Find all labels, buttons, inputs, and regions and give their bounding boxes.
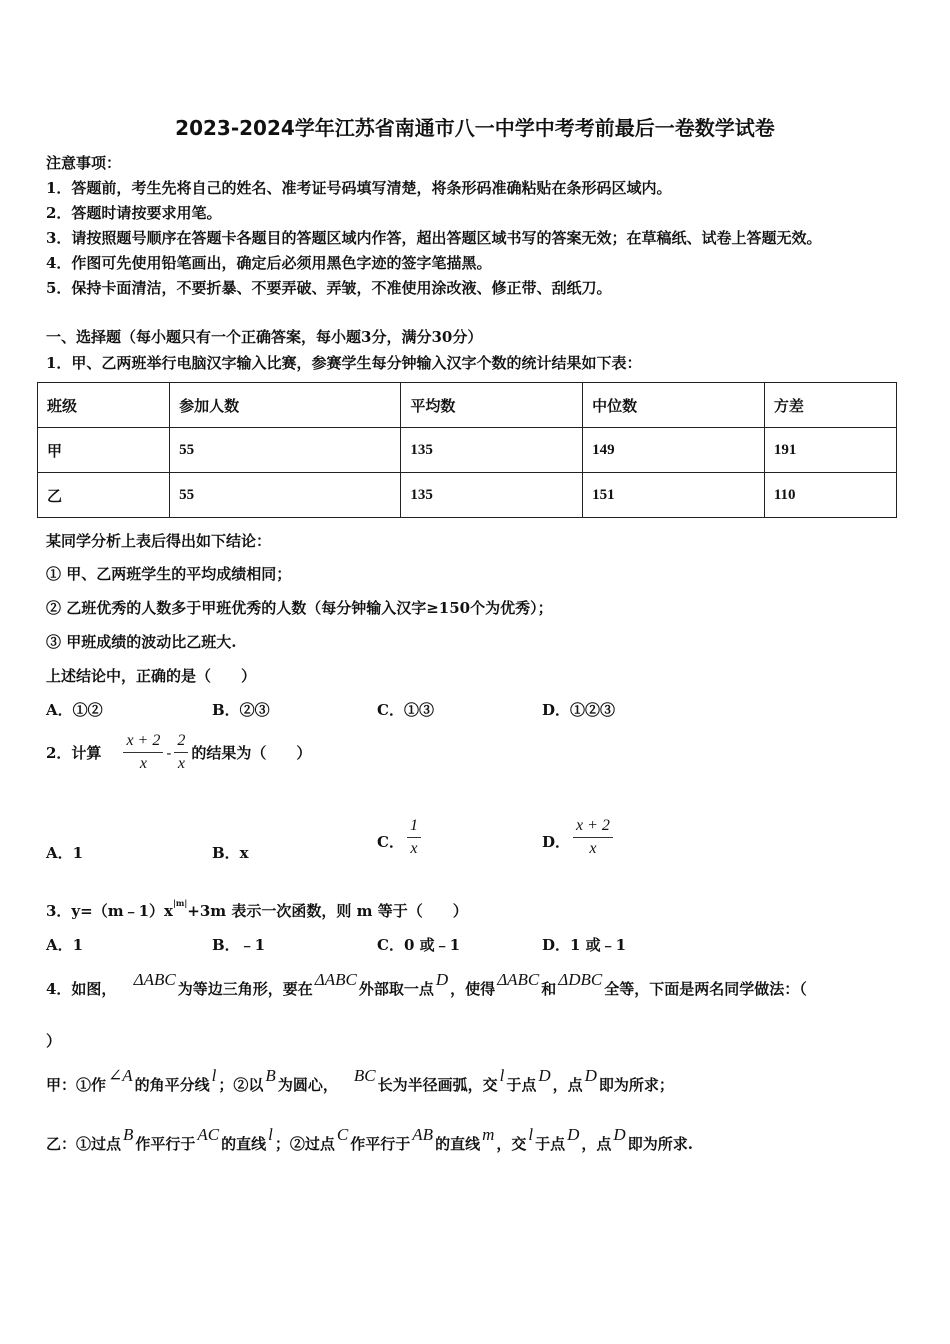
- table-row: [38, 428, 897, 473]
- q4-text: ，使得: [450, 980, 496, 998]
- q1-conclusion: ② 乙班优秀的人数多于甲班优秀的人数（每分钟输入汉字≥150个为优秀）；: [46, 599, 553, 617]
- table-header-cell: 方差: [764, 383, 896, 428]
- q4-math: BC: [353, 1066, 376, 1085]
- q4-text: ，点: [581, 1135, 612, 1153]
- q2-option-c-fraction: [407, 817, 421, 858]
- q4-math: l: [499, 1066, 505, 1085]
- table-cell: 151: [583, 473, 765, 518]
- table-header-cell: 班级: [38, 383, 170, 428]
- q1-option-a[interactable]: A．①②: [46, 701, 103, 719]
- q4-text: ；②过点: [274, 1135, 335, 1153]
- q4-math: D: [567, 1125, 580, 1144]
- q2-optc-den: x: [410, 840, 418, 857]
- q4-text: 和: [541, 980, 557, 998]
- q4-text: 4．如图，: [46, 980, 117, 998]
- q4-math: AB: [412, 1125, 434, 1144]
- q2-optc-num: 1: [407, 817, 421, 838]
- q2-fraction-1: [123, 732, 163, 773]
- q4-math: l: [268, 1125, 273, 1144]
- table-cell: 55: [170, 428, 401, 473]
- q2-frac2-den: x: [177, 755, 185, 772]
- q2-optd-den: x: [589, 840, 597, 857]
- q4-math: D: [435, 970, 449, 989]
- q4-math: B: [265, 1066, 276, 1085]
- q3-option-c[interactable]: C．0 或﹣1: [377, 936, 461, 954]
- q4-math: B: [123, 1125, 134, 1144]
- stats-table: [37, 382, 897, 518]
- q4-stem: [46, 970, 807, 999]
- q4-math: ∠A: [108, 1066, 133, 1085]
- q1-conclusion: ① 甲、乙两班学生的平均成绩相同；: [46, 565, 292, 583]
- q3-text-b: +3m 表示一次函数，则 m 等于（ ）: [187, 902, 468, 920]
- q2-frac1-den: x: [139, 755, 147, 772]
- table-cell: 135: [401, 473, 583, 518]
- q4-text: 为圆心，: [277, 1076, 338, 1094]
- q4-math: l: [528, 1125, 534, 1144]
- q4-text: 即为所求.: [627, 1135, 693, 1153]
- q4-math: l: [211, 1066, 217, 1085]
- note-item: 3．请按照题号顺序在答题卡各题目的答题区域内作答，超出答题区域书写的答案无效；在草稿纸、试卷上答题无效。: [46, 229, 822, 247]
- q3-option-d[interactable]: D．1 或﹣1: [542, 936, 627, 954]
- table-header-cell: 参加人数: [170, 383, 401, 428]
- q4-math: C: [336, 1125, 349, 1144]
- q2-fraction-2: [174, 732, 188, 773]
- q4-math: ΔABC: [497, 970, 540, 989]
- q4-text: 的直线: [435, 1135, 481, 1153]
- q4-math: m: [482, 1125, 495, 1144]
- q3-stem: [46, 900, 468, 921]
- table-cell: 110: [764, 473, 896, 518]
- q4-text: ；②以: [218, 1076, 264, 1094]
- q4-text: 于点: [506, 1076, 537, 1094]
- q2-option-d-label: D．: [542, 833, 571, 851]
- table-cell: 135: [401, 428, 583, 473]
- q2-frac1-num: x + 2: [123, 732, 163, 753]
- q3-option-b[interactable]: B．﹣1: [212, 936, 266, 954]
- q4-text: 为等边三角形，要在: [177, 980, 313, 998]
- q1-option-d[interactable]: D．①②③: [542, 701, 616, 719]
- q3-text-a: 3．y=（m﹣1）x: [46, 902, 173, 920]
- q2-optd-num: x + 2: [573, 817, 613, 838]
- q4-math: D: [538, 1066, 551, 1085]
- q4-text: 即为所求；: [598, 1076, 674, 1094]
- table-cell: 191: [764, 428, 896, 473]
- q2-option-c[interactable]: [377, 817, 424, 858]
- q2-option-d[interactable]: [542, 817, 616, 858]
- q2-option-c-label: C．: [377, 833, 404, 851]
- q2-suffix: 的结果为（ ）: [191, 744, 312, 762]
- q3-exponent: |m|: [172, 898, 188, 908]
- table-header-row: [38, 383, 897, 428]
- q4-method-yi: [46, 1125, 693, 1154]
- note-item: 4．作图可先使用铅笔画出，确定后必须用黑色字迹的签字笔描黑。: [46, 254, 492, 272]
- q1-analysis: 某同学分析上表后得出如下结论：: [46, 532, 272, 550]
- table-cell: 乙: [38, 473, 170, 518]
- q2-stem: [46, 732, 311, 773]
- q2-option-a[interactable]: A．1: [46, 844, 84, 862]
- q1-option-b[interactable]: B．②③: [212, 701, 270, 719]
- table-cell: 甲: [38, 428, 170, 473]
- q2-frac2-num: 2: [174, 732, 188, 753]
- q4-math: ΔDBC: [558, 970, 603, 989]
- q4-text: 长为半径画弧，交: [377, 1076, 498, 1094]
- q4-text: 外部取一点: [358, 980, 434, 998]
- q4-text: 甲：①作: [46, 1076, 107, 1094]
- q4-text: ，交: [496, 1135, 527, 1153]
- q4-text: ，点: [552, 1076, 583, 1094]
- table-cell: 55: [170, 473, 401, 518]
- q4-text: 乙：①过点: [46, 1135, 122, 1153]
- q4-math: D: [613, 1125, 626, 1144]
- note-item: 1．答题前，考生先将自己的姓名、准考证号码填写清楚，将条形码准确粘贴在条形码区域内。: [46, 179, 672, 197]
- section-heading: 一、选择题（每小题只有一个正确答案，每小题3分，满分30分）: [46, 328, 483, 346]
- q4-text: 全等，下面是两名同学做法：（: [604, 980, 807, 998]
- q4-close-paren: ）: [46, 1032, 62, 1050]
- q4-math: AC: [197, 1125, 220, 1144]
- q4-text: 作平行于: [135, 1135, 196, 1153]
- q2-prefix: 2．计算: [46, 744, 102, 762]
- q2-option-b[interactable]: B．x: [212, 844, 249, 862]
- q4-text: 的角平分线: [134, 1076, 210, 1094]
- q4-text: 于点: [535, 1135, 566, 1153]
- q4-math: D: [584, 1066, 597, 1085]
- note-item: 5．保持卡面清洁，不要折暴、不要弄破、弄皱，不准使用涂改液、修正带、刮纸刀。: [46, 279, 612, 297]
- q4-text: 作平行于: [350, 1135, 411, 1153]
- notes-heading: 注意事项：: [46, 154, 122, 172]
- table-cell: 149: [583, 428, 765, 473]
- q4-text: 的直线: [221, 1135, 267, 1153]
- table-header-cell: 中位数: [583, 383, 765, 428]
- q1-ask: 上述结论中，正确的是（ ）: [46, 667, 257, 685]
- q3-option-a[interactable]: A．1: [46, 936, 84, 954]
- q1-conclusion: ③ 甲班成绩的波动比乙班大.: [46, 633, 237, 651]
- q2-minus: -: [166, 743, 172, 762]
- note-item: 2．答题时请按要求用笔。: [46, 204, 222, 222]
- q4-math: ΔABC: [314, 970, 357, 989]
- page-title: 2023-2024学年江苏省南通市八一中学中考考前最后一卷数学试卷: [175, 116, 775, 140]
- table-row: [38, 473, 897, 518]
- q1-stem: 1．甲、乙两班举行电脑汉字输入比赛，参赛学生每分钟输入汉字个数的统计结果如下表：: [46, 354, 642, 372]
- table-header-cell: 平均数: [401, 383, 583, 428]
- q4-math: ΔABC: [133, 970, 176, 989]
- q4-method-jia: [46, 1066, 674, 1095]
- q2-option-d-fraction: [573, 817, 613, 858]
- q1-option-c[interactable]: C．①③: [377, 701, 434, 719]
